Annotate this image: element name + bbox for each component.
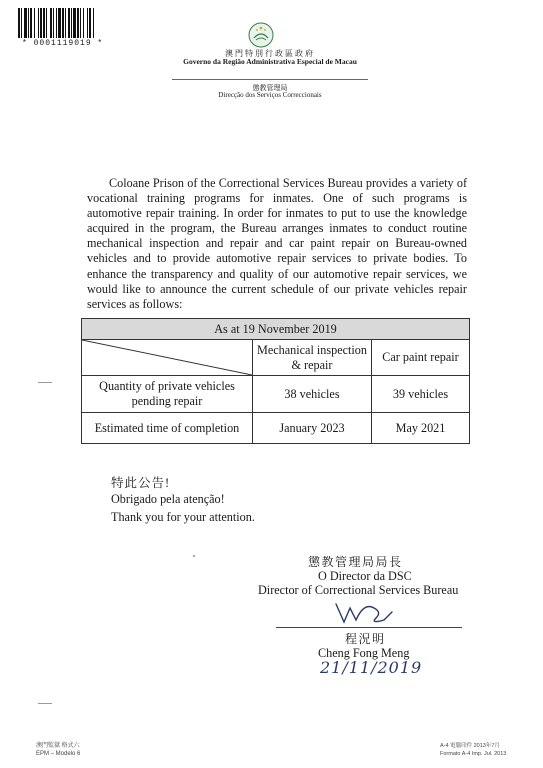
scan-speck (193, 555, 195, 557)
footer-print-info (440, 742, 506, 758)
table-diagonal-cell (82, 340, 253, 376)
table-row (82, 376, 470, 413)
serial-number: * 0001119019 * (22, 39, 104, 48)
government-name-zh: 澳門特別行政區政府 (225, 49, 315, 58)
margin-mark (38, 703, 52, 704)
macau-emblem-icon (248, 22, 274, 48)
cell-mechanical: 38 vehicles (253, 376, 372, 413)
footer-right-line2: Formato A-4 Imp. Jul. 2013 (440, 751, 507, 757)
signatory-name-en: Cheng Fong Meng (318, 646, 410, 660)
handwritten-signature (330, 598, 400, 628)
footer-left-line2: EPM – Modelo 6 (36, 751, 81, 757)
government-name-pt: Governo da Região Administrativa Especial de Macau (183, 57, 357, 66)
table-date-header-row (82, 319, 470, 340)
closing-zh: 特此公告! (111, 476, 171, 490)
cell-paint: 39 vehicles (372, 376, 470, 413)
table-date-header: As at 19 November 2019 (82, 319, 470, 340)
row-label: Estimated time of completion (82, 413, 253, 444)
handwritten-date: 21/11/2019 (320, 658, 423, 677)
header-divider (172, 79, 368, 80)
col-header-paint: Car paint repair (372, 340, 470, 376)
repair-schedule-table (81, 318, 470, 444)
department-name-pt: Direcção dos Serviços Correccionais (218, 91, 322, 99)
closing-pt: Obrigado pela atenção! (111, 492, 225, 506)
announcement-paragraph: Coloane Prison of the Correctional Services Bureau provides a variety of vocational training programs for inmates. One of such programs is automotive repair training. In order for inmates to put to use the knowledge acquired in the program, the Bureau arranges inmates to conduct routine mechanical inspection and repair and car paint repair on Bureau-owned vehicles and to provide automotive repair services to private bodies. To enhance the transparency and quality of our automotive repair services, we would like to announce the current schedule of our private vehicles repair services as follows: (87, 176, 467, 311)
signatory-title-zh: 懲教管理局局長 (308, 555, 403, 569)
margin-mark (38, 382, 52, 383)
footer-right-line1: A-4 電腦印件 2013年7月 (440, 743, 500, 749)
table-row (82, 413, 470, 444)
col-header-mechanical: Mechanical inspection & repair (253, 340, 372, 376)
cell-paint: May 2021 (372, 413, 470, 444)
footer-form-code (36, 742, 80, 758)
signatory-title-en: Director of Correctional Services Bureau (258, 583, 459, 597)
row-label: Quantity of private vehicles pending repair (82, 376, 253, 413)
diagonal-line (82, 340, 252, 375)
department-name-zh: 懲教管理局 (252, 84, 288, 92)
serial-number-value: 0001119019 (33, 39, 92, 48)
signature-line (276, 627, 462, 628)
table-column-header-row (82, 340, 470, 376)
signatory-title-pt: O Director da DSC (318, 569, 412, 583)
barcode (18, 8, 136, 38)
closing-en: Thank you for your attention. (111, 510, 255, 524)
footer-left-line1: 澳門監獄 格式六 (36, 743, 80, 749)
signatory-name-zh: 程況明 (345, 632, 386, 646)
announcement-body (87, 176, 467, 312)
cell-mechanical: January 2023 (253, 413, 372, 444)
